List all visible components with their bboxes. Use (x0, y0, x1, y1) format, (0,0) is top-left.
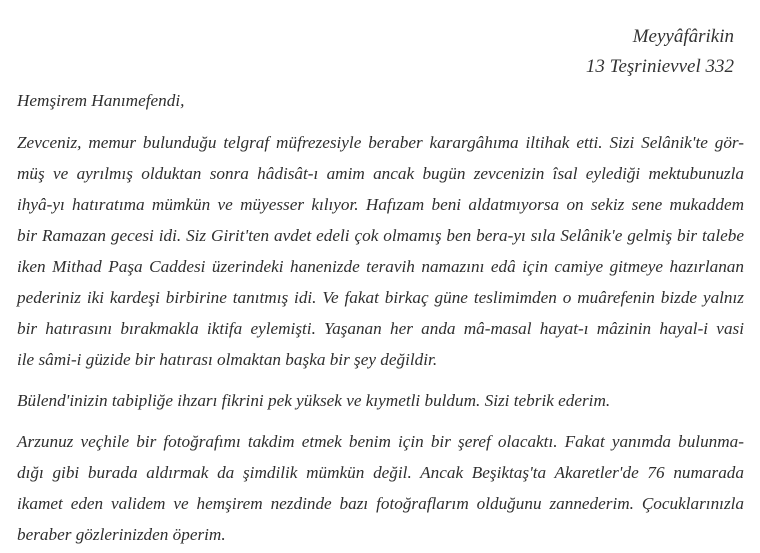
paragraph-3-line-2: dığı gibi burada aldırmak da şimdilik mümkün değil. Ancak Beşiktaş'ta Akaretler'de 76 numarada (17, 463, 744, 482)
paragraph-3-line-3: ikamet eden validem ve hemşirem nezdinde bazı fotoğraflarım olduğunu zannederim. Çocuklarınızla (17, 494, 744, 513)
paragraph-1-line-8: ile sâmi-i güzide bir hatırası olmaktan başka bir şey değildir. (17, 350, 438, 369)
letter-date: 13 Teşrinievvel 332 (585, 56, 734, 77)
paragraph-1-line-1: Zevceniz, memur bulunduğu telgraf müfrezesiyle beraber karargâhıma iltihak etti. Sizi Selânik'te gör- (17, 133, 744, 152)
salutation: Hemşirem Hanımefendi, (17, 91, 185, 110)
paragraph-2-line-1: Bülend'inizin tabipliğe ihzarı fikrini pek yüksek ve kıymetli buldum. Sizi tebrik ederim. (17, 391, 611, 410)
paragraph-3-line-1: Arzunuz veçhile bir fotoğrafımı takdim etmek benim için bir şeref olacaktı. Fakat yanımda bulunma- (17, 432, 744, 451)
letter-place: Meyyâfârikin (632, 26, 734, 47)
paragraph-1-line-3: ihyâ-yı hatıratıma mümkün ve müyesser kılıyor. Hafızam beni aldatmıyorsa on sekiz sene mukaddem (17, 195, 744, 214)
paragraph-1-line-4: bir Ramazan gecesi idi. Siz Girit'ten avdet edeli çok olmamış ben bera-yı sıla Selânik'e gelmiş bir talebe (17, 226, 744, 245)
paragraph-1-line-6: pederiniz iki kardeşi birbirine tanıtmış idi. Ve fakat birkaç güne teslimimden o muârefenin bizde yalnız (17, 288, 744, 307)
paragraph-1-line-7: bir hatırasını bırakmakla iktifa eylemişti. Yaşanan her anda mâ-masal hayat-ı mâzinin hayal-i vasi (17, 319, 744, 338)
paragraph-1-line-2: müş ve ayrılmış olduktan sonra hâdisât-ı amim ancak bugün zevcenizin îsal eylediği mektubunuzla (17, 164, 744, 183)
paragraph-1-line-5: iken Mithad Paşa Caddesi üzerindeki hanenizde teravih namazını edâ için camiye gitmeye hazırlanan (17, 257, 744, 276)
paragraph-3-line-4: beraber gözlerinizden öperim. (17, 525, 226, 544)
letter-header (586, 22, 734, 82)
